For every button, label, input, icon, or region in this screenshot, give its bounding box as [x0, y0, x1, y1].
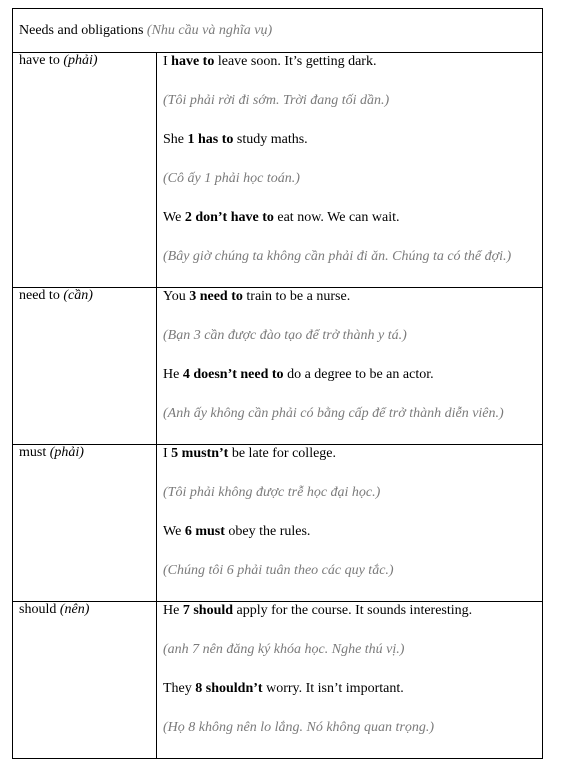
sentence-end: eat now. We can wait.	[273, 210, 400, 225]
grammar-table	[12, 8, 543, 759]
example-translation	[163, 248, 536, 287]
table-row	[13, 602, 543, 759]
modal-verb-phrase: 2 don’t have to	[184, 210, 274, 225]
modal-verb-phrase: 7 should	[182, 603, 234, 618]
translation-text: (Họ 8 không nên lo lắng. Nó không quan trọng.)	[163, 720, 435, 735]
modal-verb-phrase: 8 shouldn’t	[195, 681, 263, 696]
table-row	[13, 445, 543, 602]
sentence-end: leave soon. It’s getting dark.	[214, 54, 377, 69]
modal-label: need to	[19, 288, 60, 303]
sentence-end: worry. It isn’t important.	[262, 681, 404, 696]
modal-verb-phrase: 4 doesn’t need to	[182, 367, 284, 382]
example-translation	[163, 562, 536, 601]
sentence-start: He	[163, 367, 183, 382]
example-sentence	[163, 209, 536, 248]
modal-verb-phrase: 5 mustn’t	[171, 446, 229, 461]
table-body	[13, 9, 543, 759]
example-sentence	[163, 53, 536, 92]
sentence-start: We	[163, 210, 185, 225]
example-translation	[163, 405, 536, 444]
modal-label-translation: (nên)	[59, 602, 90, 617]
modal-label-translation: (cần)	[63, 288, 93, 303]
translation-text: (Tôi phải rời đi sớm. Trời đang tối dần.)	[163, 93, 390, 108]
modal-label-cell	[13, 53, 157, 288]
modal-label: have to	[19, 53, 60, 68]
modal-label-cell	[13, 445, 157, 602]
translation-text: (Bây giờ chúng ta không cần phải đi ăn. Chúng ta có thể đợi.)	[163, 249, 512, 264]
example-sentence	[163, 445, 536, 484]
sentence-end: study maths.	[233, 132, 308, 147]
translation-text: (anh 7 nên đăng ký khóa học. Nghe thú vị.)	[163, 642, 405, 657]
example-translation	[163, 170, 536, 209]
examples-cell	[157, 445, 543, 602]
sentence-start: I	[163, 54, 172, 69]
translation-text: (Chúng tôi 6 phải tuân theo các quy tắc.)	[163, 563, 394, 578]
sentence-start: We	[163, 524, 185, 539]
example-sentence	[163, 523, 536, 562]
sentence-start: You	[163, 289, 190, 304]
sentence-start: I	[163, 446, 172, 461]
sentence-end: obey the rules.	[224, 524, 311, 539]
modal-label-translation: (phải)	[49, 445, 84, 460]
modal-label: must	[19, 445, 47, 460]
modal-label-cell	[13, 602, 157, 759]
translation-text: (Bạn 3 cần được đào tạo để trở thành y tá.)	[163, 328, 407, 343]
example-sentence	[163, 602, 536, 641]
modal-label-cell	[13, 288, 157, 445]
sentence-start: He	[163, 603, 183, 618]
example-sentence	[163, 366, 536, 405]
modal-verb-phrase: have to	[171, 54, 215, 69]
example-sentence	[163, 288, 536, 327]
header-title-translation: (Nhu cầu và nghĩa vụ)	[146, 23, 273, 38]
example-sentence	[163, 680, 536, 719]
example-translation	[163, 327, 536, 366]
header-cell	[13, 9, 543, 53]
translation-text: (Anh ấy không cần phải có bằng cấp để trở thành diễn viên.)	[163, 406, 504, 421]
examples-cell	[157, 602, 543, 759]
example-translation	[163, 719, 536, 758]
table-header-row	[13, 9, 543, 53]
modal-verb-phrase: 6 must	[184, 524, 225, 539]
sentence-end: do a degree to be an actor.	[283, 367, 434, 382]
example-translation	[163, 641, 536, 680]
table-row	[13, 53, 543, 288]
sentence-start: She	[163, 132, 188, 147]
sentence-end: be late for college.	[228, 446, 337, 461]
translation-text: (Tôi phải không được trễ học đại học.)	[163, 485, 381, 500]
modal-verb-phrase: 3 need to	[189, 289, 243, 304]
modal-label-translation: (phải)	[63, 53, 98, 68]
examples-cell	[157, 288, 543, 445]
example-translation	[163, 484, 536, 523]
modal-label: should	[19, 602, 57, 617]
header-title: Needs and obligations	[19, 23, 144, 38]
sentence-start: They	[163, 681, 196, 696]
modal-verb-phrase: 1 has to	[187, 132, 234, 147]
examples-cell	[157, 53, 543, 288]
table-row	[13, 288, 543, 445]
example-translation	[163, 92, 536, 131]
example-sentence	[163, 131, 536, 170]
sentence-end: apply for the course. It sounds interesting.	[233, 603, 473, 618]
translation-text: (Cô ấy 1 phải học toán.)	[163, 171, 300, 186]
sentence-end: train to be a nurse.	[242, 289, 351, 304]
